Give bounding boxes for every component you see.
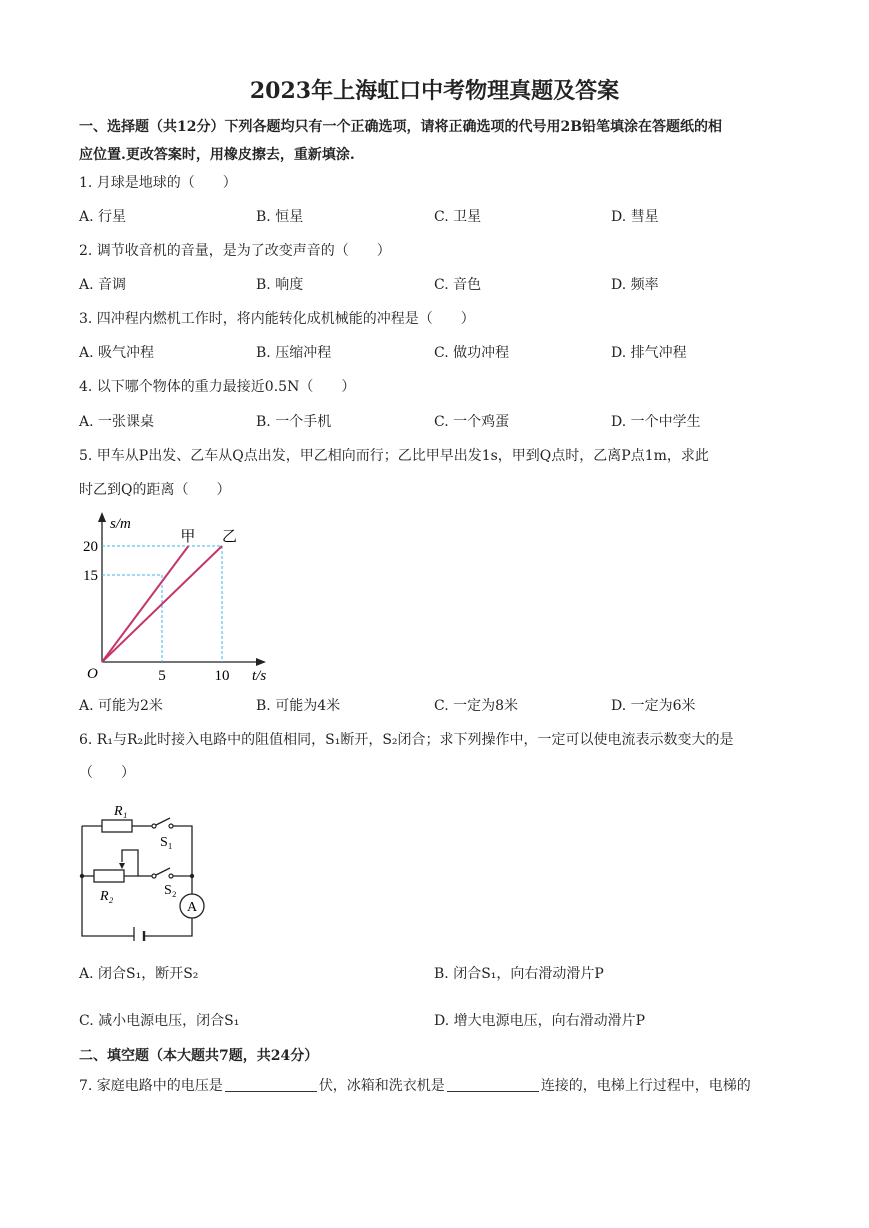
q6-option-b: B. 闭合S₁，向右滑动滑片P xyxy=(434,966,604,982)
q2-option-a: A. 音调 xyxy=(79,277,127,293)
q4-option-b: B. 一个手机 xyxy=(256,414,332,430)
circuit-diagram xyxy=(74,796,214,941)
series-line-1 xyxy=(102,546,188,662)
series-label-2: 乙 xyxy=(222,529,238,545)
q3-option-b: B. 压缩冲程 xyxy=(256,345,332,361)
q4-option-a: A. 一张课桌 xyxy=(79,414,155,430)
q7-part3: 连接的，电梯上行过程中，电梯的 xyxy=(540,1078,751,1094)
q4-option-d: D. 一个中学生 xyxy=(611,414,701,430)
q6-option-d: D. 增大电源电压，向右滑动滑片P xyxy=(434,1013,646,1029)
st-graph xyxy=(78,510,278,686)
series-line-2 xyxy=(102,546,222,662)
q3-option-d: D. 排气冲程 xyxy=(611,345,687,361)
x-axis-label: t/s xyxy=(252,668,267,684)
y-tick-label-15: 15 xyxy=(83,568,98,584)
label-r2: R₂ xyxy=(100,889,114,904)
q5-option-d: D. 一定为6米 xyxy=(611,698,696,714)
y-axis-arrow xyxy=(98,512,106,522)
y-axis-label: s/m xyxy=(110,516,131,532)
q6-stem-line2: （ ） xyxy=(79,765,135,781)
q5-option-b: B. 可能为4米 xyxy=(256,698,341,714)
q4-stem: 4. 以下哪个物体的重力最接近0.5N（ ） xyxy=(79,379,356,395)
q2-stem: 2. 调节收音机的音量，是为了改变声音的（ ） xyxy=(79,243,391,259)
q5-option-c: C. 一定为8米 xyxy=(434,698,519,714)
q2-option-d: D. 频率 xyxy=(611,277,659,293)
wire-bottom-right xyxy=(144,918,192,936)
q1-option-d: D. 彗星 xyxy=(611,209,659,225)
q6-stem: 6. R₁与R₂此时接入电路中的阻值相同，S₁断开，S₂闭合；求下列操作中，一定可以使电流表示数变大的是 xyxy=(79,732,734,748)
y-tick-label-20: 20 xyxy=(83,539,98,555)
label-r1: R₁ xyxy=(114,804,128,819)
section2-header: 二、填空题（本大题共7题，共24分） xyxy=(79,1048,319,1064)
q6-option-a: A. 闭合S₁，断开S₂ xyxy=(79,966,199,982)
section1-header-line1: 一、选择题（共12分）下列各题均只有一个正确选项，请将正确选项的代号用2B铅笔填涂在答题纸的相 xyxy=(79,119,723,135)
section1-header-line2: 应位置.更改答案时，用橡皮擦去，重新填涂. xyxy=(79,147,355,163)
ammeter-label: A xyxy=(186,900,198,915)
q7-stem xyxy=(79,1077,751,1095)
switch-s1 xyxy=(156,818,170,825)
q7-part1: 7. 家庭电路中的电压是 xyxy=(79,1078,223,1094)
q7-part2: 伏，冰箱和洗衣机是 xyxy=(318,1078,445,1094)
x-axis-arrow xyxy=(256,658,266,666)
series-label-1: 甲 xyxy=(180,529,196,545)
q7-blank-1[interactable] xyxy=(225,1077,317,1092)
q1-option-a: A. 行星 xyxy=(79,209,127,225)
q3-option-a: A. 吸气冲程 xyxy=(79,345,155,361)
q3-stem: 3. 四冲程内燃机工作时，将内能转化成机械能的冲程是（ ） xyxy=(79,311,475,327)
origin-label: O xyxy=(87,666,98,682)
q4-option-c: C. 一个鸡蛋 xyxy=(434,414,510,430)
q2-option-b: B. 响度 xyxy=(256,277,304,293)
q1-option-b: B. 恒星 xyxy=(256,209,304,225)
x-tick-label-5: 5 xyxy=(158,668,166,684)
switch-s2 xyxy=(156,868,170,875)
page-title: 2023年上海虹口中考物理真题及答案 xyxy=(249,78,620,104)
q5-stem-line1: 5. 甲车从P出发、乙车从Q点出发，甲乙相向而行；乙比甲早出发1s，甲到Q点时，乙离P点1m，求此 xyxy=(79,448,709,464)
resistor-r1 xyxy=(102,820,132,832)
q3-option-c: C. 做功冲程 xyxy=(434,345,510,361)
q6-option-c: C. 减小电源电压，闭合S₁ xyxy=(79,1013,240,1029)
q5-option-a: A. 可能为2米 xyxy=(79,698,163,714)
label-s1: S₁ xyxy=(160,835,173,850)
label-s2: S₂ xyxy=(164,883,177,898)
q5-stem-line2: 时乙到Q的距离（ ） xyxy=(79,482,231,498)
q2-option-c: C. 音色 xyxy=(434,277,482,293)
q1-option-c: C. 卫星 xyxy=(434,209,482,225)
slider-p xyxy=(119,863,125,869)
rheostat-r2 xyxy=(94,870,124,882)
x-tick-label-10: 10 xyxy=(214,668,230,684)
q7-blank-2[interactable] xyxy=(447,1077,539,1092)
q1-stem: 1. 月球是地球的（ ） xyxy=(79,175,237,191)
